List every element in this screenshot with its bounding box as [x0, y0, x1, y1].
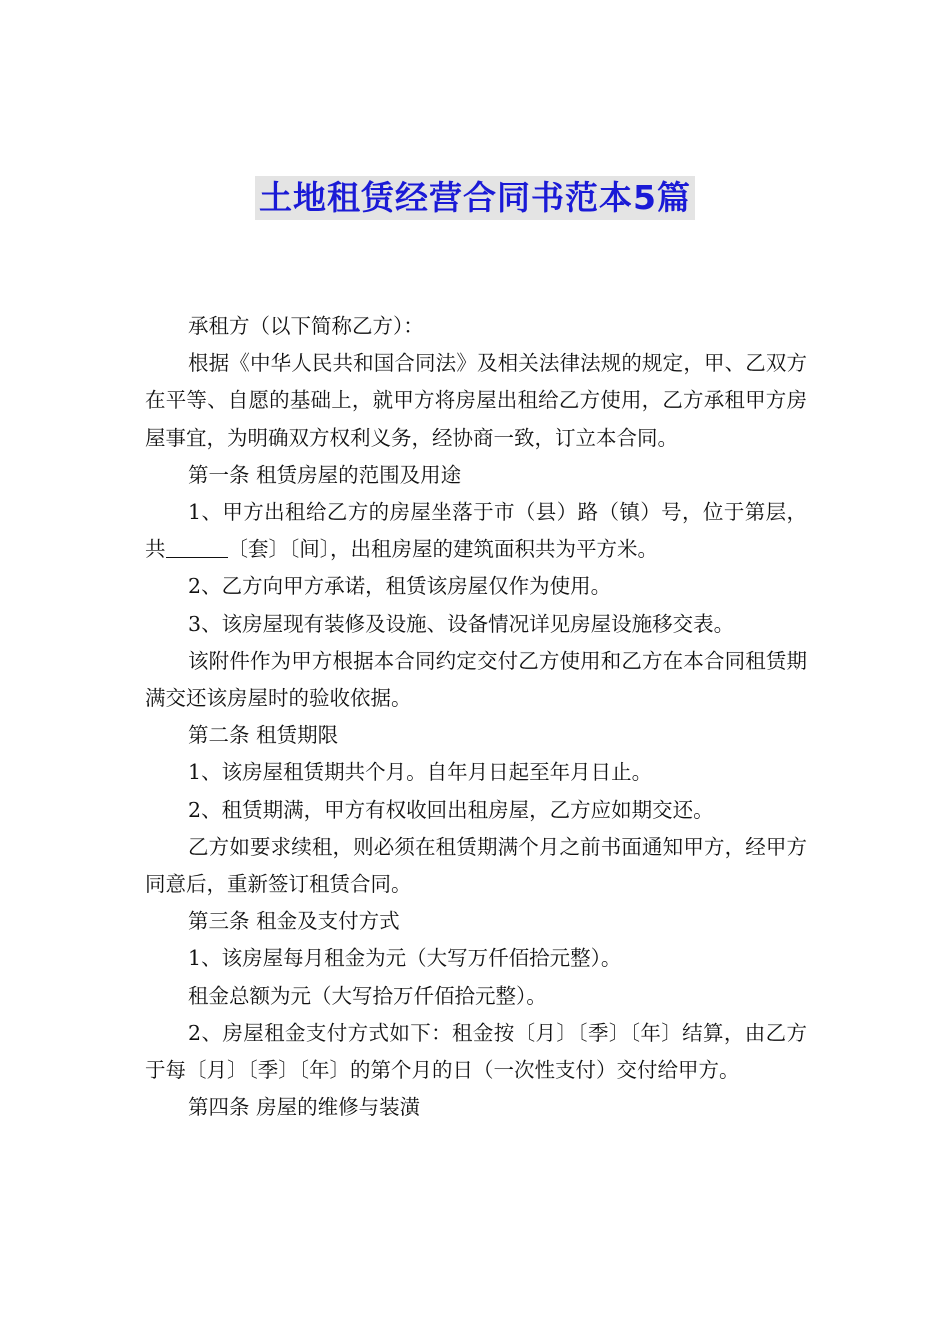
article-2-clause-1: 1、该房屋租赁期共个月。自年月日起至年月日止。 [188, 760, 653, 785]
article-4-heading: 第四条 房屋的维修与装潢 [188, 1095, 421, 1120]
document-title-block [0, 176, 950, 222]
clause-1-text-b: 〔套〕〔间〕，出租房屋的建筑面积共为平方米。 [227, 537, 658, 562]
article-1-heading: 第一条 租赁房屋的范围及用途 [188, 462, 462, 487]
article-2-renewal-note: 乙方如要求续租，则必须在租赁期满个月之前书面通知甲方，经甲方同意后，重新签订租赁合同。 [145, 834, 807, 897]
document-body [145, 308, 807, 1126]
article-3-clause-1: 1、该房屋每月租金为元（大写万仟佰拾元整）。 [188, 946, 622, 971]
article-1-clause-1 [145, 494, 807, 568]
article-3-heading: 第三条 租金及支付方式 [188, 909, 400, 934]
paragraph-preamble: 根据《中华人民共和国合同法》及相关法律法规的规定，甲、乙双方在平等、自愿的基础上，就甲方将房屋出租给乙方使用，乙方承租甲方房屋事宜，为明确双方权利义务，经协商一致，订立本合同。 [145, 351, 807, 450]
article-1-clause-3: 3、该房屋现有装修及设施、设备情况详见房屋设施移交表。 [188, 611, 735, 636]
clause-1-text-a: 1、甲方出租给乙方的房屋坐落于市（县）路（镇）号，位于第层，共 [145, 500, 807, 562]
article-1-clause-2: 2、乙方向甲方承诺，租赁该房屋仅作为使用。 [188, 574, 612, 599]
article-1-attachment-note: 该附件作为甲方根据本合同约定交付乙方使用和乙方在本合同租赁期满交还该房屋时的验收依据。 [145, 648, 807, 711]
article-2-clause-2: 2、租赁期满，甲方有权收回出租房屋，乙方应如期交还。 [188, 797, 714, 822]
paragraph-lessee: 承租方（以下简称乙方）： [188, 314, 424, 338]
fill-in-blank [166, 537, 228, 558]
document-title: 土地租赁经营合同书范本5篇 [255, 176, 695, 220]
article-3-clause-2: 2、房屋租金支付方式如下：租金按〔月〕〔季〕〔年〕结算，由乙方于每〔月〕〔季〕〔年〕的第个月的日（一次性支付）交付给甲方。 [145, 1020, 807, 1083]
article-2-heading: 第二条 租赁期限 [188, 723, 339, 748]
article-3-total-rent: 租金总额为元（大写拾万仟佰拾元整）。 [188, 983, 547, 1008]
